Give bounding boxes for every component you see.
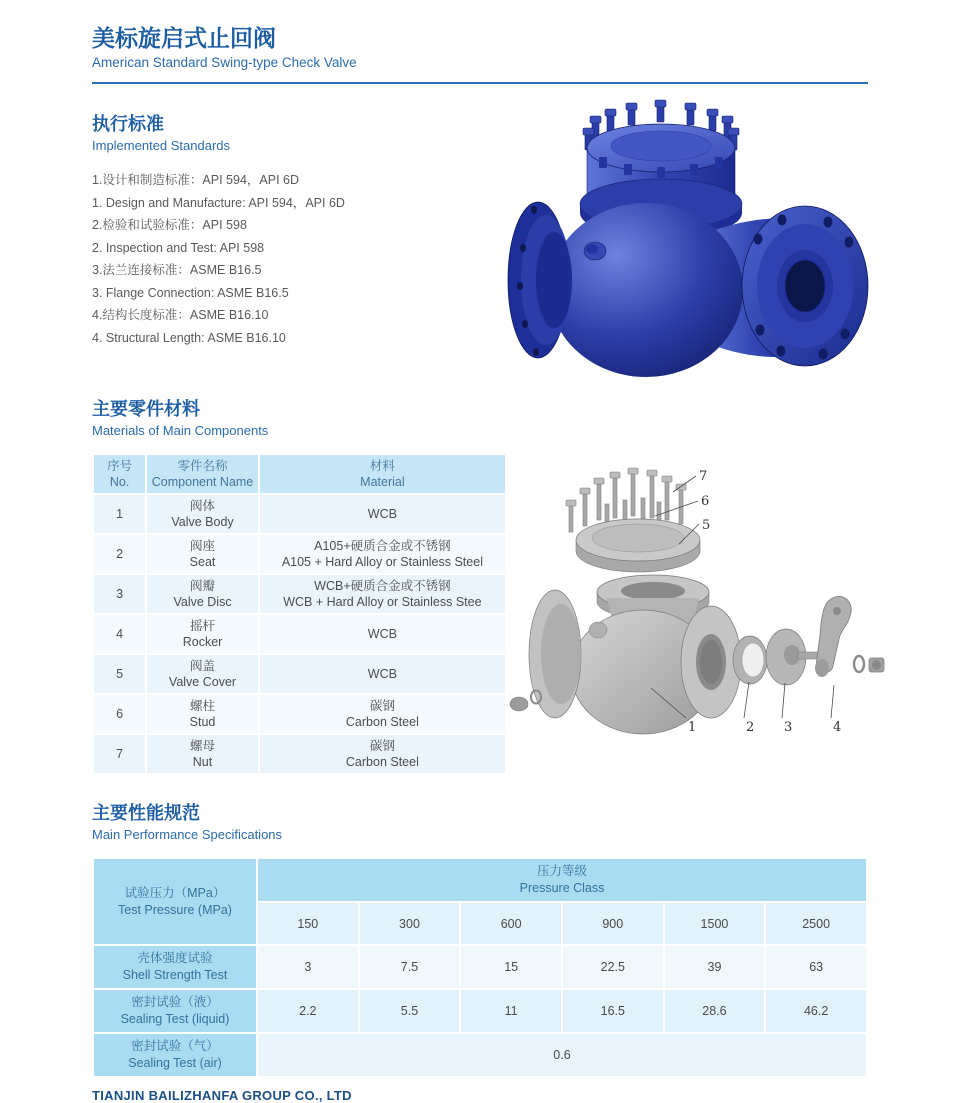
perf-data-row: [93, 989, 867, 1033]
pressure-class-header-en: Pressure Class: [519, 881, 605, 895]
perf-value-cell: 5.5: [359, 989, 461, 1033]
materials-name-cell: [146, 574, 259, 614]
part-label-6: 6: [701, 494, 710, 509]
materials-header-row: [93, 454, 506, 494]
perf-value-cell: 46.2: [765, 989, 867, 1033]
materials-material-cell: [259, 494, 506, 534]
header-divider: [92, 82, 868, 84]
rocker-part: [815, 596, 851, 677]
materials-col-header-zh: 序号: [107, 459, 133, 473]
pressure-class-cell: 150: [257, 902, 359, 945]
perf-value-cell: 39: [664, 945, 766, 989]
materials-no-cell: 6: [93, 694, 146, 734]
materials-no-cell: 3: [93, 574, 146, 614]
materials-col-header: [259, 454, 506, 494]
component-name-zh: 阀座: [190, 539, 216, 553]
performance-subtitle: Main Performance Specifications: [92, 827, 283, 842]
perf-value-cell: 0.6: [257, 1033, 867, 1077]
materials-row: [93, 694, 506, 734]
component-name-en: Valve Body: [171, 515, 234, 529]
materials-material-cell: [259, 654, 506, 694]
pressure-class-cell: 600: [460, 902, 562, 945]
pressure-class-cell: 2500: [765, 902, 867, 945]
perf-data-row: [93, 945, 867, 989]
component-name-en: Seat: [189, 555, 216, 569]
performance-table: [92, 857, 868, 1078]
material-en: WCB + Hard Alloy or Stainless Stee: [283, 595, 482, 609]
performance-section: [92, 802, 868, 1078]
component-name-zh: 阀体: [190, 499, 216, 513]
component-name-en: Valve Cover: [168, 675, 237, 689]
performance-title: 主要性能规范: [92, 803, 200, 823]
valve-cover-part: [576, 519, 700, 572]
pressure-class-header-zh: 压力等级: [536, 864, 587, 878]
footer-company-name: TIANJIN BAILIZHANFA GROUP CO., LTD: [92, 1088, 352, 1103]
part-label-2: 2: [746, 720, 755, 735]
standards-item: 2.检验和试验标准：API 598: [92, 218, 247, 232]
perf-value-cell: 11: [460, 989, 562, 1033]
seat-part: [733, 636, 767, 684]
materials-row: [93, 534, 506, 574]
materials-name-cell: [146, 494, 259, 534]
materials-col-header: [146, 454, 259, 494]
material-en: Carbon Steel: [345, 755, 419, 769]
page-subtitle: American Standard Swing-type Check Valve: [92, 55, 357, 70]
standards-item: 1.设计和制造标准：API 594，API 6D: [92, 173, 300, 187]
perf-row-header-zh: 壳体强度试验: [137, 951, 213, 965]
pressure-class-cell: 300: [359, 902, 461, 945]
exploded-diagram: [503, 452, 938, 757]
perf-row-header-zh: 密封试验（液）: [131, 995, 219, 1009]
materials-name-cell: [146, 654, 259, 694]
perf-row-header-zh: 密封试验（气）: [131, 1039, 219, 1053]
component-name-en: Rocker: [182, 635, 223, 649]
materials-col-header-en: No.: [109, 475, 130, 489]
check-valve-illustration: [498, 98, 883, 383]
standards-subtitle: Implemented Standards: [92, 138, 231, 153]
materials-no-cell: 4: [93, 614, 146, 654]
valve-body-shell: [549, 203, 743, 377]
perf-row-header-en: Sealing Test (air): [128, 1056, 222, 1070]
standards-item: 2. Inspection and Test: API 598: [92, 240, 265, 255]
materials-subtitle: Materials of Main Components: [92, 423, 269, 438]
pressure-class-cell: 900: [562, 902, 664, 945]
materials-no-cell: 5: [93, 654, 146, 694]
perf-value-cell: 16.5: [562, 989, 664, 1033]
perf-value-cell: 3: [257, 945, 359, 989]
perf-row-header: [93, 989, 257, 1033]
materials-col-header-en: Material: [360, 475, 405, 489]
part-label-7: 7: [699, 469, 708, 484]
materials-no-cell: 1: [93, 494, 146, 534]
material-zh: 碳钢: [369, 739, 395, 753]
materials-name-cell: [146, 694, 259, 734]
perf-value-cell: 15: [460, 945, 562, 989]
component-name-zh: 阀瓣: [190, 579, 216, 593]
test-pressure-header: [93, 858, 257, 945]
materials-section: [92, 398, 512, 775]
test-pressure-header-zh: 试验压力（MPa）: [124, 885, 226, 900]
component-name-en: Valve Disc: [173, 595, 232, 609]
pressure-class-cell: 1500: [664, 902, 766, 945]
material-zh: 碳钢: [369, 699, 395, 713]
materials-name-cell: [146, 734, 259, 774]
material-zh: WCB: [367, 667, 397, 681]
inlet-flange: [508, 202, 572, 358]
perf-header-row: [93, 858, 867, 902]
page-header: [92, 24, 868, 84]
material-zh: WCB: [367, 507, 397, 521]
perf-value-cell: 28.6: [664, 989, 766, 1033]
materials-material-cell: [259, 614, 506, 654]
standards-item: 3.法兰连接标准：ASME B16.5: [92, 263, 262, 277]
exploded-view-illustration: [503, 452, 938, 757]
materials-no-cell: 7: [93, 734, 146, 774]
materials-col-header-zh: 零件名称: [177, 459, 228, 473]
part-label-5: 5: [702, 518, 711, 533]
perf-row-header-en: Shell Strength Test: [122, 968, 228, 982]
materials-row: [93, 734, 506, 774]
test-pressure-header-en: Test Pressure (MPa): [118, 902, 232, 917]
materials-col-header-zh: 材料: [369, 459, 395, 473]
materials-row: [93, 494, 506, 534]
standards-title: 执行标准: [92, 114, 164, 134]
component-name-en: Stud: [189, 715, 216, 729]
standards-item: 3. Flange Connection: ASME B16.5: [92, 285, 289, 300]
page-title: 美标旋启式止回阀: [92, 25, 276, 51]
materials-material-cell: [259, 534, 506, 574]
part-label-3: 3: [784, 720, 793, 735]
materials-no-cell: 2: [93, 534, 146, 574]
material-en: Carbon Steel: [345, 715, 419, 729]
perf-data-row: [93, 1033, 867, 1077]
perf-value-cell: 22.5: [562, 945, 664, 989]
valve-body-part: [529, 575, 741, 734]
materials-row: [93, 654, 506, 694]
materials-row: [93, 574, 506, 614]
component-name-en: Nut: [192, 755, 213, 769]
material-zh: WCB: [367, 627, 397, 641]
perf-value-cell: 2.2: [257, 989, 359, 1033]
material-zh: A105+硬质合金或不锈钢: [314, 539, 451, 553]
perf-value-cell: 7.5: [359, 945, 461, 989]
standards-item: 4.结构长度标准：ASME B16.10: [92, 308, 269, 322]
materials-name-cell: [146, 534, 259, 574]
materials-name-cell: [146, 614, 259, 654]
part-label-4: 4: [833, 720, 842, 735]
materials-material-cell: [259, 694, 506, 734]
perf-value-cell: 63: [765, 945, 867, 989]
standards-section: [92, 113, 492, 349]
material-zh: WCB+硬质合金或不锈钢: [314, 579, 451, 593]
materials-col-header: [93, 454, 146, 494]
standards-list: [92, 169, 492, 349]
pressure-class-header: [257, 858, 867, 902]
outlet-flange: [742, 206, 868, 366]
valve-photo: [498, 98, 883, 383]
materials-col-header-en: Component Name: [151, 475, 254, 489]
part-label-1: 1: [688, 720, 697, 735]
materials-material-cell: [259, 734, 506, 774]
component-name-zh: 螺柱: [190, 699, 216, 713]
component-name-zh: 阀盖: [190, 659, 216, 673]
standards-item: 1. Design and Manufacture: API 594，API 6D: [92, 195, 345, 210]
material-en: A105 + Hard Alloy or Stainless Steel: [281, 555, 483, 569]
materials-material-cell: [259, 574, 506, 614]
nut-parts: [854, 656, 884, 672]
materials-title: 主要零件材料: [92, 399, 200, 419]
materials-row: [93, 614, 506, 654]
materials-table: [92, 453, 507, 775]
standards-item: 4. Structural Length: ASME B16.10: [92, 330, 286, 345]
component-name-zh: 摇杆: [190, 619, 216, 633]
perf-row-header: [93, 945, 257, 989]
perf-row-header-en: Sealing Test (liquid): [120, 1012, 230, 1026]
perf-row-header: [93, 1033, 257, 1077]
component-name-zh: 螺母: [190, 739, 216, 753]
